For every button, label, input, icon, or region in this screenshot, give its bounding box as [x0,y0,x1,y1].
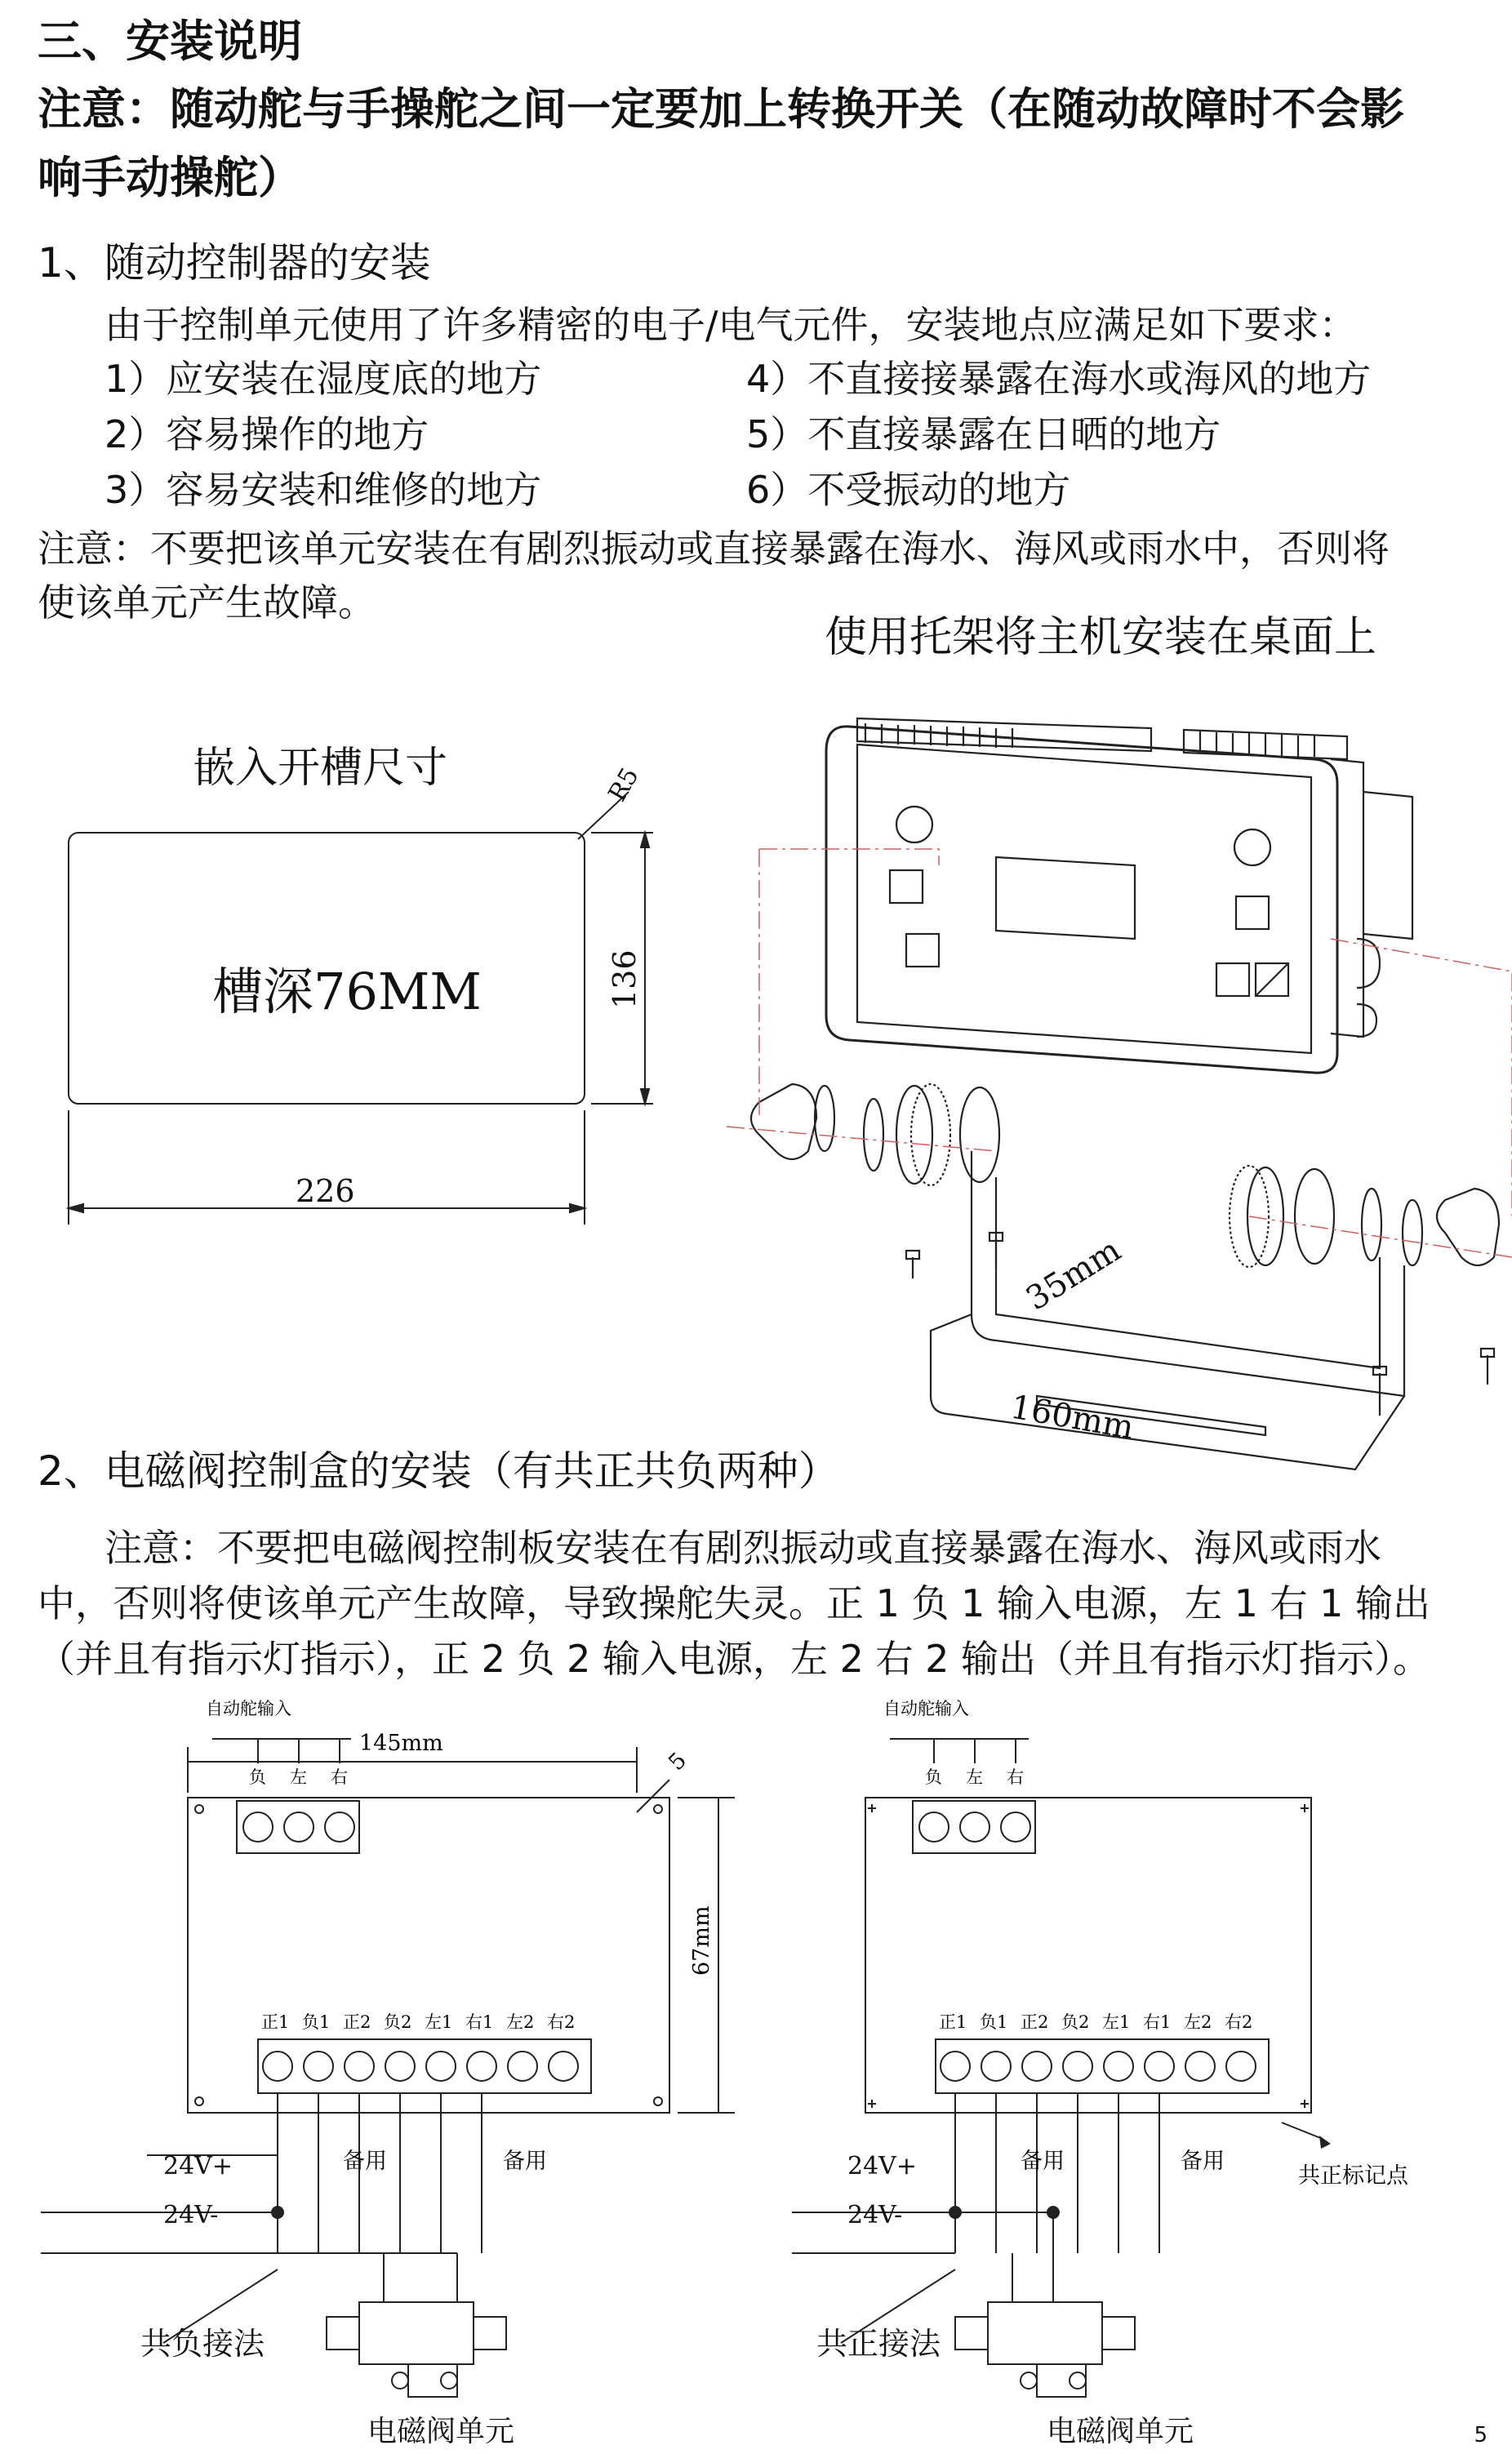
positive-mark-label: 共正标记点 [1298,2163,1408,2189]
cutout-depth-label: 槽深76MM [212,962,482,1021]
bracket-assembly-drawing [727,694,1512,1461]
out-term-left1: 左1 [1102,2012,1131,2032]
solenoid-valve [955,2212,1135,2397]
cutout-radius: R5 [603,762,645,807]
board-corner-dim: 5 [664,1747,692,1776]
requirement-6: 6）不受振动的地方 [746,468,1071,512]
cutout-width: 226 [296,1173,355,1209]
bracket-height-dim: 35mm [1019,1231,1127,1318]
out-term-left2: 左2 [506,2012,535,2032]
input-term-right: 右 [331,1767,348,1787]
requirement-1: 1）应安装在湿度底的地方 [105,357,542,401]
out-term-pos1: 正1 [939,2012,967,2032]
bracket-width-dim: 160mm [1007,1388,1137,1447]
neg-24v-plus: 24V+ [163,2152,233,2181]
board-height-dim: 67mm [689,1905,714,1976]
valve-board [865,1798,1311,2113]
out-term-right2: 右2 [547,2012,576,2032]
valve-unit-label-1: 电磁阀单元 [367,2415,515,2448]
part1-warning-2: 使该单元产生故障。 [38,580,376,625]
controller-display [996,857,1135,939]
out-term-right1: 右1 [465,2012,494,2032]
input-term-left: 左 [966,1767,983,1787]
input-terminal-block [913,1801,1035,1853]
output-terminal-block [936,2039,1269,2093]
part2-note-3: （并且有指示灯指示），正 2 负 2 输入电源，左 2 右 2 输出（并且有指示灯指示）。 [38,1637,1431,1681]
spare-label-2: 备用 [503,2149,547,2174]
part2-note-1: 注意：不要把电磁阀控制板安装在有剧烈振动或直接暴露在海水、海风或雨水 [105,1526,1381,1570]
controller-button [890,870,923,903]
right-clamp-knob [1230,1166,1499,1267]
solenoid-valve [327,2253,506,2397]
neg-24v-minus: 24V- [163,2201,219,2229]
heatsink-fins [857,718,1347,759]
input-term-neg: 负 [925,1767,942,1787]
requirement-2: 2）容易操作的地方 [105,412,429,456]
part1-intro: 由于控制单元使用了许多精密的电子/电气元件，安装地点应满足如下要求： [105,303,1357,347]
bracket-title: 使用托架将主机安装在桌面上 [825,613,1377,662]
pos-24v-minus: 24V- [847,2201,903,2229]
out-term-pos2: 正2 [1021,2012,1049,2032]
out-term-pos2: 正2 [343,2012,371,2032]
spare-label-2: 备用 [1181,2149,1225,2174]
out-term-neg1: 负1 [980,2012,1008,2032]
mounting-screws [906,1233,1494,1416]
notice-line-1: 注意：随动舵与手操舵之间一定要加上转换开关（在随动故障时不会影 [38,83,1404,135]
output-terminal-block [258,2039,591,2093]
cutout-height: 136 [607,949,643,1009]
positive-mark-arrow [1319,2136,1331,2149]
out-term-neg1: 负1 [302,2012,331,2032]
board-width-dim: 145mm [359,1731,443,1756]
out-term-neg2: 负2 [1061,2012,1090,2032]
requirement-4: 4）不直接接暴露在海水或海风的地方 [746,357,1372,401]
alignment-guides [727,849,1512,1257]
out-term-pos1: 正1 [261,2012,290,2032]
controller-button [1236,896,1269,929]
out-term-neg2: 负2 [384,2012,412,2032]
requirement-3: 3）容易安装和维修的地方 [105,468,542,512]
auto-input-label: 自动舵输入 [883,1699,969,1718]
input-term-left: 左 [290,1767,307,1787]
out-term-left1: 左1 [425,2012,453,2032]
spare-label-1: 备用 [343,2149,387,2174]
input-term-right: 右 [1007,1767,1024,1787]
common-negative-label: 共负接法 [140,2326,265,2362]
part2-heading: 2、电磁阀控制盒的安装（有共正共负两种） [38,1447,839,1495]
auto-input-label: 自动舵输入 [206,1699,291,1718]
controller-button [906,934,939,967]
part1-heading: 1、随动控制器的安装 [38,239,431,287]
requirement-5: 5）不直接暴露在日晒的地方 [746,412,1221,456]
cutout-title: 嵌入开槽尺寸 [193,744,448,793]
common-positive-label: 共正接法 [816,2326,941,2362]
controller-bezel [826,727,1337,1073]
out-term-left2: 左2 [1184,2012,1212,2032]
out-term-right2: 右2 [1225,2012,1253,2032]
part1-warning-1: 注意：不要把该单元安装在有剧烈振动或直接暴露在海水、海风或雨水中，否则将 [38,527,1390,571]
page-number: 5 [1474,2423,1488,2447]
spare-label-1: 备用 [1021,2149,1065,2174]
left-clamp-knob [751,1084,999,1185]
controller-knob-left [896,807,932,842]
cutout-drawing [0,735,735,1241]
valve-board [188,1798,669,2113]
section-title: 三、安装说明 [38,16,302,67]
notice-line-2: 响手动操舵） [38,152,302,203]
controller-knob-right [1234,829,1270,865]
out-term-right1: 右1 [1143,2012,1172,2032]
input-term-neg: 负 [249,1767,266,1787]
valve-unit-label-2: 电磁阀单元 [1047,2415,1194,2448]
input-terminal-block [237,1801,359,1853]
part2-note-2: 中，否则将使该单元产生故障，导致操舵失灵。正 1 负 1 输入电源，左 1 右 1 输出 [38,1581,1431,1625]
controller-button [1216,963,1249,996]
pos-24v-plus: 24V+ [847,2152,917,2181]
